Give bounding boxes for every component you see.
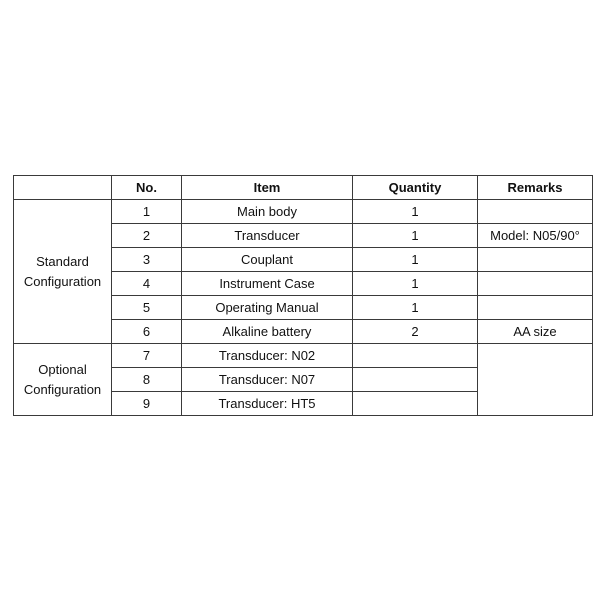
cell-quantity: 2 <box>353 320 478 344</box>
cell-quantity: 1 <box>353 296 478 320</box>
cell-quantity <box>353 344 478 368</box>
configuration-table-container <box>13 175 592 416</box>
cell-item: Transducer: HT5 <box>182 392 353 416</box>
table-row <box>14 344 593 368</box>
optional-label-line1: Optional <box>38 361 87 377</box>
cell-item: Transducer <box>182 224 353 248</box>
cell-item: Instrument Case <box>182 272 353 296</box>
cell-no: 1 <box>112 200 182 224</box>
cell-remarks: AA size <box>478 320 593 344</box>
cell-remarks <box>478 272 593 296</box>
standard-label-line2: Configuration <box>23 273 102 289</box>
optional-label-line2: Configuration <box>23 381 102 397</box>
cell-item: Main body <box>182 200 353 224</box>
cell-quantity <box>353 392 478 416</box>
cell-remarks: Model: N05/90° <box>478 224 593 248</box>
cell-no: 4 <box>112 272 182 296</box>
cell-quantity: 1 <box>353 200 478 224</box>
cell-no: 8 <box>112 368 182 392</box>
cell-no: 6 <box>112 320 182 344</box>
header-quantity: Quantity <box>353 176 478 200</box>
cell-no: 7 <box>112 344 182 368</box>
header-group <box>14 176 112 200</box>
cell-remarks <box>478 248 593 272</box>
optional-remarks-cell <box>478 344 593 416</box>
cell-quantity: 1 <box>353 248 478 272</box>
optional-configuration-label <box>14 344 112 416</box>
cell-item: Transducer: N02 <box>182 344 353 368</box>
cell-no: 5 <box>112 296 182 320</box>
header-no: No. <box>112 176 182 200</box>
cell-quantity: 1 <box>353 224 478 248</box>
cell-remarks <box>478 200 593 224</box>
cell-no: 9 <box>112 392 182 416</box>
cell-item: Alkaline battery <box>182 320 353 344</box>
table-header-row <box>14 176 593 200</box>
standard-label-line1: Standard <box>36 253 89 269</box>
header-remarks: Remarks <box>478 176 593 200</box>
standard-configuration-label <box>14 200 112 344</box>
configuration-table <box>13 175 593 416</box>
header-item: Item <box>182 176 353 200</box>
cell-no: 3 <box>112 248 182 272</box>
cell-quantity: 1 <box>353 272 478 296</box>
cell-item: Operating Manual <box>182 296 353 320</box>
table-row <box>14 200 593 224</box>
cell-item: Transducer: N07 <box>182 368 353 392</box>
cell-no: 2 <box>112 224 182 248</box>
cell-quantity <box>353 368 478 392</box>
cell-item: Couplant <box>182 248 353 272</box>
cell-remarks <box>478 296 593 320</box>
